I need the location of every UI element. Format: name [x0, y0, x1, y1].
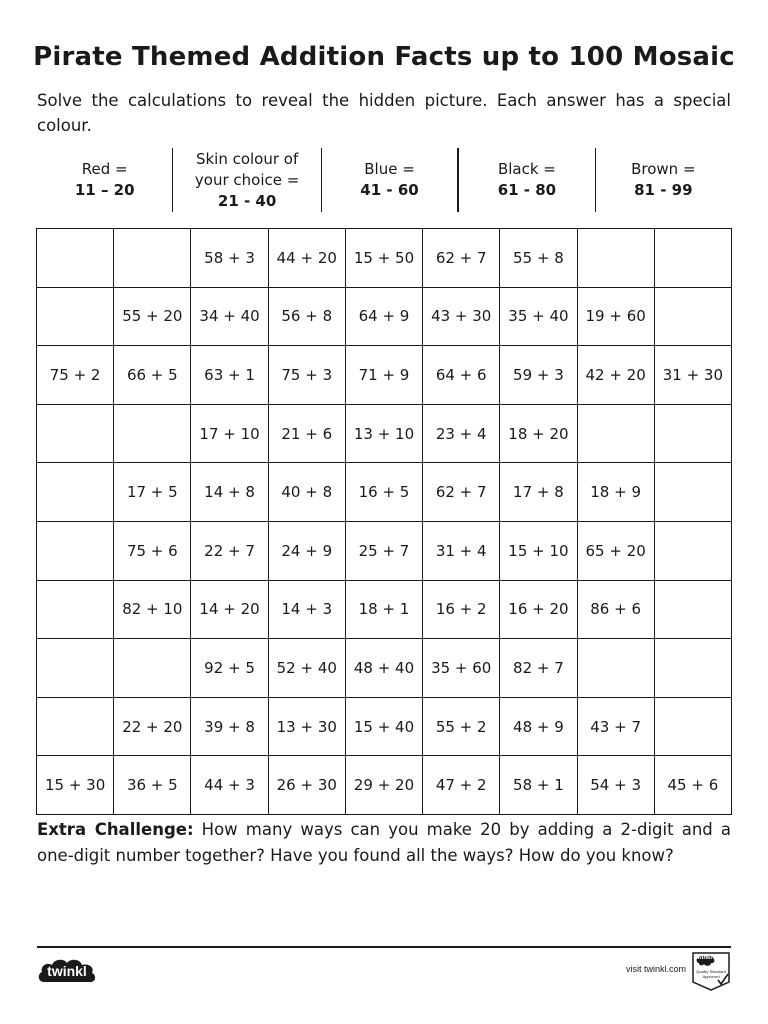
grid-cell[interactable]: 31 + 30: [654, 346, 731, 405]
grid-cell[interactable]: 45 + 6: [654, 756, 731, 815]
grid-cell[interactable]: 58 + 3: [191, 229, 268, 288]
grid-cell[interactable]: 17 + 5: [114, 463, 191, 522]
grid-cell[interactable]: 75 + 3: [268, 346, 345, 405]
grid-cell[interactable]: [654, 287, 731, 346]
grid-row: [37, 697, 732, 756]
grid-cell[interactable]: 25 + 7: [345, 521, 422, 580]
grid-cell[interactable]: 23 + 4: [423, 404, 500, 463]
grid-cell[interactable]: 16 + 5: [345, 463, 422, 522]
grid-cell[interactable]: 14 + 8: [191, 463, 268, 522]
grid-cell[interactable]: 54 + 3: [577, 756, 654, 815]
grid-cell[interactable]: 42 + 20: [577, 346, 654, 405]
key-brown: [596, 146, 731, 214]
grid-row: [37, 287, 732, 346]
grid-cell[interactable]: 58 + 1: [500, 756, 577, 815]
grid-cell[interactable]: 43 + 7: [577, 697, 654, 756]
grid-cell[interactable]: [37, 697, 114, 756]
grid-cell[interactable]: [654, 697, 731, 756]
grid-cell[interactable]: [654, 229, 731, 288]
grid-cell[interactable]: 26 + 30: [268, 756, 345, 815]
grid-row: [37, 756, 732, 815]
grid-cell[interactable]: 44 + 3: [191, 756, 268, 815]
grid-cell[interactable]: 65 + 20: [577, 521, 654, 580]
grid-cell[interactable]: [37, 404, 114, 463]
key-range: 21 - 40: [217, 191, 277, 210]
instructions: Solve the calculations to reveal the hidden picture. Each answer has a special colour.: [37, 91, 731, 135]
mosaic-grid: [36, 228, 732, 815]
grid-cell[interactable]: [37, 463, 114, 522]
footer-divider: [37, 946, 731, 948]
grid-row: [37, 346, 732, 405]
grid-cell[interactable]: 17 + 10: [191, 404, 268, 463]
grid-cell[interactable]: [114, 639, 191, 698]
key-range: 41 - 60: [360, 181, 419, 199]
grid-cell[interactable]: 64 + 9: [345, 287, 422, 346]
grid-cell[interactable]: 59 + 3: [500, 346, 577, 405]
grid-cell[interactable]: [654, 580, 731, 639]
key-red: [37, 146, 172, 214]
grid-cell[interactable]: [654, 639, 731, 698]
grid-cell[interactable]: 22 + 7: [191, 521, 268, 580]
grid-cell[interactable]: 39 + 8: [191, 697, 268, 756]
grid-cell[interactable]: 63 + 1: [191, 346, 268, 405]
grid-cell[interactable]: 48 + 40: [345, 639, 422, 698]
page-title: Pirate Themed Addition Facts up to 100 Mosaic: [33, 42, 735, 72]
grid-cell[interactable]: 64 + 6: [423, 346, 500, 405]
badge-text: Quality Standard Approved: [696, 969, 726, 979]
grid-cell[interactable]: 13 + 30: [268, 697, 345, 756]
grid-cell[interactable]: [577, 639, 654, 698]
grid-cell[interactable]: [114, 229, 191, 288]
grid-cell[interactable]: [577, 404, 654, 463]
key-label: Skin colour of your choice =: [194, 149, 300, 189]
grid-cell[interactable]: 44 + 20: [268, 229, 345, 288]
key-range: 61 - 80: [497, 181, 557, 199]
grid-cell[interactable]: 62 + 7: [423, 229, 500, 288]
grid-cell[interactable]: 55 + 2: [423, 697, 500, 756]
twinkl-logo[interactable]: [36, 956, 98, 986]
grid-cell[interactable]: 35 + 60: [423, 639, 500, 698]
grid-cell[interactable]: 14 + 3: [268, 580, 345, 639]
grid-cell[interactable]: 43 + 30: [423, 287, 500, 346]
key-range: 81 - 99: [634, 181, 693, 199]
grid-cell[interactable]: 16 + 2: [423, 580, 500, 639]
key-range: 11 – 20: [74, 181, 135, 199]
grid-cell[interactable]: 31 + 4: [423, 521, 500, 580]
grid-cell[interactable]: 17 + 8: [500, 463, 577, 522]
grid-cell[interactable]: 36 + 5: [114, 756, 191, 815]
grid-cell[interactable]: 29 + 20: [345, 756, 422, 815]
key-skin: [173, 146, 320, 214]
key-black: [459, 146, 594, 214]
grid-row: [37, 463, 732, 522]
grid-row: [37, 404, 732, 463]
grid-cell[interactable]: 16 + 20: [500, 580, 577, 639]
quality-badge: [690, 950, 732, 992]
grid-cell[interactable]: 19 + 60: [577, 287, 654, 346]
grid-cell[interactable]: 47 + 2: [423, 756, 500, 815]
grid-cell[interactable]: 71 + 9: [345, 346, 422, 405]
grid-cell[interactable]: [37, 580, 114, 639]
grid-cell[interactable]: [654, 521, 731, 580]
grid-cell[interactable]: 18 + 1: [345, 580, 422, 639]
grid-cell[interactable]: 92 + 5: [191, 639, 268, 698]
grid-cell[interactable]: 75 + 6: [114, 521, 191, 580]
logo-text: twinkl: [47, 963, 87, 979]
grid-row: [37, 229, 732, 288]
grid-cell[interactable]: 62 + 7: [423, 463, 500, 522]
grid-cell[interactable]: 35 + 40: [500, 287, 577, 346]
key-label: Black =: [497, 160, 556, 178]
grid-cell[interactable]: 55 + 8: [500, 229, 577, 288]
grid-cell[interactable]: [37, 229, 114, 288]
grid-cell[interactable]: 40 + 8: [268, 463, 345, 522]
grid-cell[interactable]: 56 + 8: [268, 287, 345, 346]
grid-cell[interactable]: 18 + 20: [500, 404, 577, 463]
grid-row: [37, 521, 732, 580]
grid-cell[interactable]: 15 + 10: [500, 521, 577, 580]
grid-cell[interactable]: 75 + 2: [37, 346, 114, 405]
colour-key: [37, 146, 731, 214]
grid-cell[interactable]: [37, 287, 114, 346]
grid-cell[interactable]: 66 + 5: [114, 346, 191, 405]
grid-cell[interactable]: 24 + 9: [268, 521, 345, 580]
grid-cell[interactable]: [577, 229, 654, 288]
grid-cell[interactable]: 34 + 40: [191, 287, 268, 346]
grid-cell[interactable]: 15 + 30: [37, 756, 114, 815]
grid-cell[interactable]: 55 + 20: [114, 287, 191, 346]
grid-cell[interactable]: [654, 463, 731, 522]
grid-cell[interactable]: 52 + 40: [268, 639, 345, 698]
grid-cell[interactable]: [654, 404, 731, 463]
grid-cell[interactable]: [37, 639, 114, 698]
key-label: Red =: [81, 160, 128, 178]
grid-cell[interactable]: [114, 404, 191, 463]
grid-cell[interactable]: 15 + 40: [345, 697, 422, 756]
extra-challenge: [37, 817, 731, 869]
challenge-label: Extra Challenge:: [37, 820, 194, 839]
grid-cell[interactable]: 48 + 9: [500, 697, 577, 756]
grid-row: [37, 580, 732, 639]
grid-cell[interactable]: 86 + 6: [577, 580, 654, 639]
grid-cell[interactable]: 21 + 6: [268, 404, 345, 463]
key-label: Brown =: [631, 160, 696, 178]
challenge-text: How many ways can you make 20 by adding a 2-digit and a one-digit number together? Have you found all the ways? How do you know?: [37, 820, 731, 865]
grid-row: [37, 639, 732, 698]
grid-cell[interactable]: 82 + 10: [114, 580, 191, 639]
visit-link[interactable]: visit twinkl.com: [625, 964, 686, 974]
grid-cell[interactable]: 14 + 20: [191, 580, 268, 639]
key-label: Blue =: [364, 160, 415, 178]
key-blue: [322, 146, 457, 214]
grid-cell[interactable]: 22 + 20: [114, 697, 191, 756]
grid-cell[interactable]: 15 + 50: [345, 229, 422, 288]
grid-cell[interactable]: 82 + 7: [500, 639, 577, 698]
grid-cell[interactable]: 18 + 9: [577, 463, 654, 522]
badge-logo: twinkl: [695, 955, 713, 961]
grid-cell[interactable]: [37, 521, 114, 580]
grid-cell[interactable]: 13 + 10: [345, 404, 422, 463]
